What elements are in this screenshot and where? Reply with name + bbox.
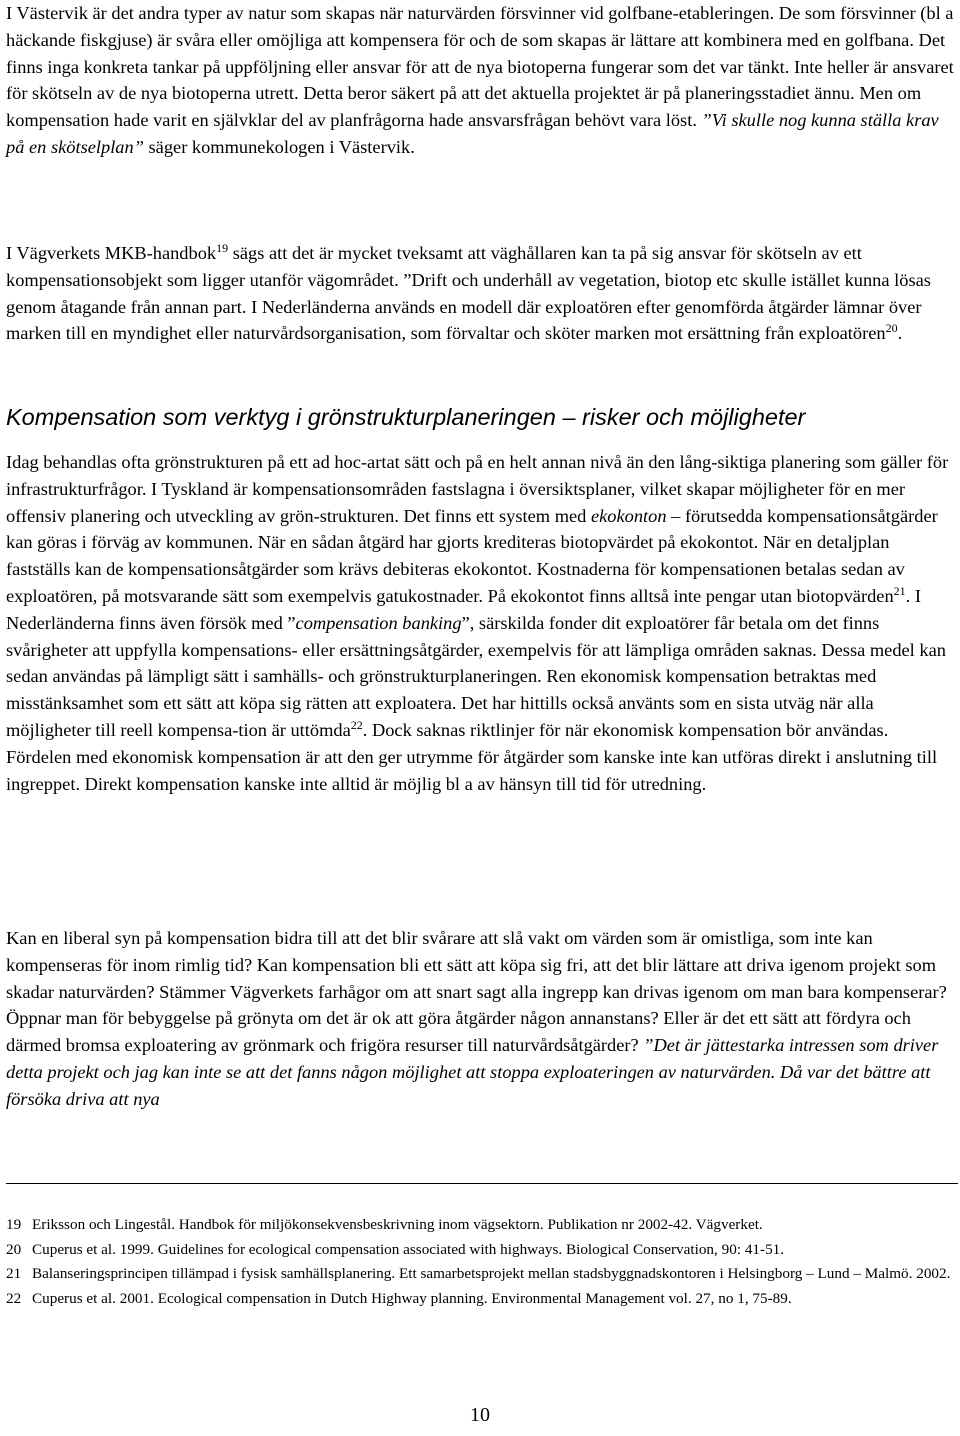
paragraph-vastervik: [6, 0, 956, 161]
footnote-text: Cuperus et al. 1999. Guidelines for ecological compensation associated with highways. Biological Conservation, 90: 41-51.: [32, 1240, 785, 1258]
paragraph-gronstruktur: [6, 449, 956, 797]
paragraph-text: Idag behandlas ofta grönstrukturen på ett ad hoc-artat sätt och på en helt annan nivå än den lång-siktiga planering som gäller för infrastrukturfrågor. I Tyskland är kompensationsområden fastslagna i översiktsplaner, vilket skapar möjligheter för en mer offensiv planering och utveckling av grön-strukturen. Det finns ett system med: [6, 452, 949, 526]
paragraph-text: .: [897, 323, 903, 344]
footnote-number: 22: [6, 1289, 22, 1307]
section-heading: Kompensation som verktyg i grönstrukturplaneringen – risker och möjligheter: [6, 404, 806, 430]
paragraph-text: I Västervik är det andra typer av natur som skapas när naturvärden försvinner vid golfbane-etableringen. De som försvinner (bl a häckande fiskgjuse) är svåra eller omöjliga att kompensera för och de som skapas är lättare att kombinera med en golfbana. Det finns inga konkreta tankar på uppföljning eller ansvar för att de nya biotoperna fungerar som det var tänkt. Inte heller är ansvaret för skötseln av de nya biotoperna utrett. Detta beror säkert på att det aktuella projektet är på planeringsstadiet ännu. Men om kompensation hade varit en självklar del av planfrågorna hade ansvarsfrågan behövt vara löst.: [6, 3, 954, 131]
paragraph-text: ”, särskilda fonder dit exploatörer får betala om det finns svårigheter att uppfylla kompensations- eller ersättningsåtgärder, exempelvis för att lämpliga områden saknas. Dessa medel kan sedan användas på lämpligt sätt i samhälls- och grönstrukturplaneringen. Ren ekonomisk kompensation betraktas med misstänksamhet som ett sätt att köpa sig rätten att exploatera. Det har hittills också använts som en sista utväg när alla möjligheter till reell kompensa-tion är uttömda: [6, 612, 946, 740]
paragraph-text: Kan en liberal syn på kompensation bidra till att det blir svårare att slå vakt om värden som är omistliga, som inte kan kompenseras för inom rimlig tid? Kan kompensation bli ett sätt att köpa sig fri, att det blir lättare att driva igenom projekt som skadar naturvärden? Stämmer Vägverkets farhågor om att snart sagt alla ingrepp kan drivas igenom om man bara kompenserar? Öppnar man för bebyggelse på grönyta om det är ok att göra åtgärder någon annanstans? Eller är det ett sätt att fördyra och därmed bromsa exploatering av grönmark och frigöra resurser till naturvårdsåtgärder?: [6, 928, 947, 1056]
footnote-ref-22[interactable]: 22: [350, 717, 363, 732]
footnote-ref-21[interactable]: 21: [893, 583, 906, 598]
paragraph-text: I Vägverkets MKB-handbok: [6, 243, 217, 263]
paragraph-text: säger kommunekologen i Västervik.: [143, 136, 415, 157]
paragraph-text: sägs att det är mycket tveksamt att väghållaren kan ta på sig ansvar för skötseln av ett kompensationsobjekt som ligger utanför vägområdet. ”Drift och underhåll av vegetation, biotop etc skulle istället kunna lösas genom åtagande från annan part. I Nederländerna används en modell där exploatören efter genomförda åtgärder lämnar över marken till en myndighet eller naturvårdsorganisation, som förvaltar och sköter marken mot ersättning från exploatören: [6, 243, 931, 344]
term-compensation-banking: compensation banking: [295, 612, 462, 633]
footnote-text: Eriksson och Lingestål. Handbok för miljökonsekvensbeskrivning inom vägsektorn. Publikation nr 2002-42. Vägverket.: [32, 1216, 763, 1233]
paragraph-mkb-handbok: [6, 240, 956, 347]
footnote-ref-19[interactable]: 19: [216, 241, 229, 255]
footnote-item: [6, 1288, 952, 1310]
paragraph-text: . I Nederländerna finns även försök med ”: [6, 585, 921, 633]
paragraph-text: . Dock saknas riktlinjer för när ekonomisk kompensation bör användas. Fördelen med ekonomisk kompensation är att den ger utrymme för åtgärder som kanske inte kan utföras direkt i anslutning till ingreppet. Direkt kompensation kanske inte alltid är möjlig bl a av hänsyn till tid för utredning.: [6, 719, 938, 794]
paragraph-text: – förutsedda kompensationsåtgärder kan göras i förväg av kommunen. När en sådan åtgärd har gjorts krediteras biotopvärdet på ekokontot. När en detaljplan fastställs kan de kompensationsåtgärder som krävs debiteras ekokontot. Kostnaderna för kompensationen betalas sedan av exploatören, på motsvarande sätt som exempelvis gatukostnader. På ekokontot finns alltså inte pengar utan biotopvärden: [6, 505, 938, 606]
footnotes: [6, 1214, 952, 1312]
footnote-divider: [6, 1183, 958, 1184]
quote-jattestarka: ”Det är jättestarka intressen som driver detta projekt och jag kan inte se att det fanns någon möjlighet att stoppa exploateringen av naturvärden. Då var det bättre att försöka driva att nya: [6, 1035, 939, 1109]
footnote-text: Balanseringsprincipen tillämpad i fysisk samhällsplanering. Ett samarbetsprojekt mellan stadsbyggnadskontoren i Helsingborg – Lund – Malmö. 2002.: [32, 1265, 951, 1282]
footnote-number: 21: [6, 1265, 22, 1282]
footnote-number: 20: [6, 1240, 22, 1258]
paragraph-liberal-syn: [6, 925, 956, 1113]
term-ekokonton: ekokonton: [590, 505, 667, 526]
footnote-text: Cuperus et al. 2001. Ecological compensation in Dutch Highway planning. Environmental Management vol. 27, no 1, 75-89.: [32, 1289, 792, 1307]
footnote-item: [6, 1239, 952, 1261]
footnote-item: [6, 1214, 952, 1236]
footnote-number: 19: [6, 1216, 22, 1233]
footnote-ref-20[interactable]: 20: [885, 321, 898, 336]
quote-kommunekolog: ”Vi skulle nog kunna ställa krav på en skötselplan”: [6, 110, 939, 157]
page-number: 10: [470, 1404, 490, 1426]
footnote-item: [6, 1263, 952, 1285]
